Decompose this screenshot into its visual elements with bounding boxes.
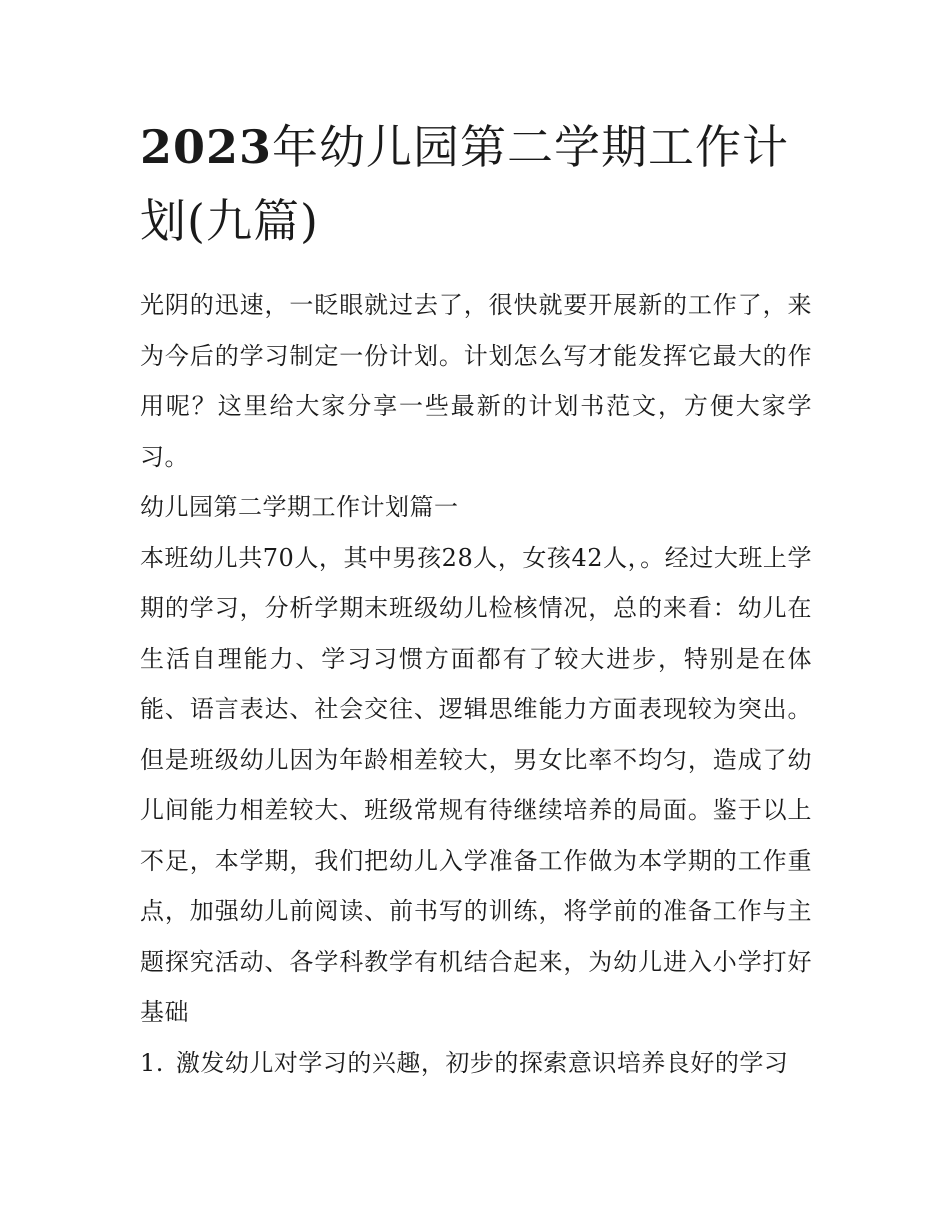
body-paragraph: 本班幼儿共70人，其中男孩28人，女孩42人，。经过大班上学期的学习，分析学期末班级幼儿检核情况，总的来看：幼儿在生活自理能力、学习习惯方面都有了较大进步，特别是在体能、语言表达、社会交往、逻辑思维能力方面表现较为突出。但是班级幼儿因为年龄相差较大，男女比率不均匀，造成了幼儿间能力相差较大、班级常规有待继续培养的局面。鉴于以上不足，本学期，我们把幼儿入学准备工作做为本学期的工作重点，加强幼儿前阅读、前书写的训练，将学前的准备工作与主题探究活动、各学科教学有机结合起来，为幼儿进入小学打好基础 <box>140 543 812 1026</box>
list-item-number: 1. <box>140 1048 164 1077</box>
section-heading: 幼儿园第二学期工作计划篇一 <box>140 493 459 521</box>
list-item-text: 激发幼儿对学习的兴趣，初步的探索意识培养良好的学习 <box>175 1048 789 1077</box>
document-title <box>140 110 812 258</box>
intro-paragraph: 光阴的迅速，一眨眼就过去了，很快就要开展新的工作了，来为今后的学习制定一份计划。计划怎么写才能发挥它最大的作用呢？这里给大家分享一些最新的计划书范文，方便大家学习。 <box>140 291 812 471</box>
title-year: 2023 <box>140 120 273 174</box>
list-item <box>140 1038 812 1089</box>
title-text: 年幼儿园第二学期工作计划(九篇) <box>140 120 790 248</box>
